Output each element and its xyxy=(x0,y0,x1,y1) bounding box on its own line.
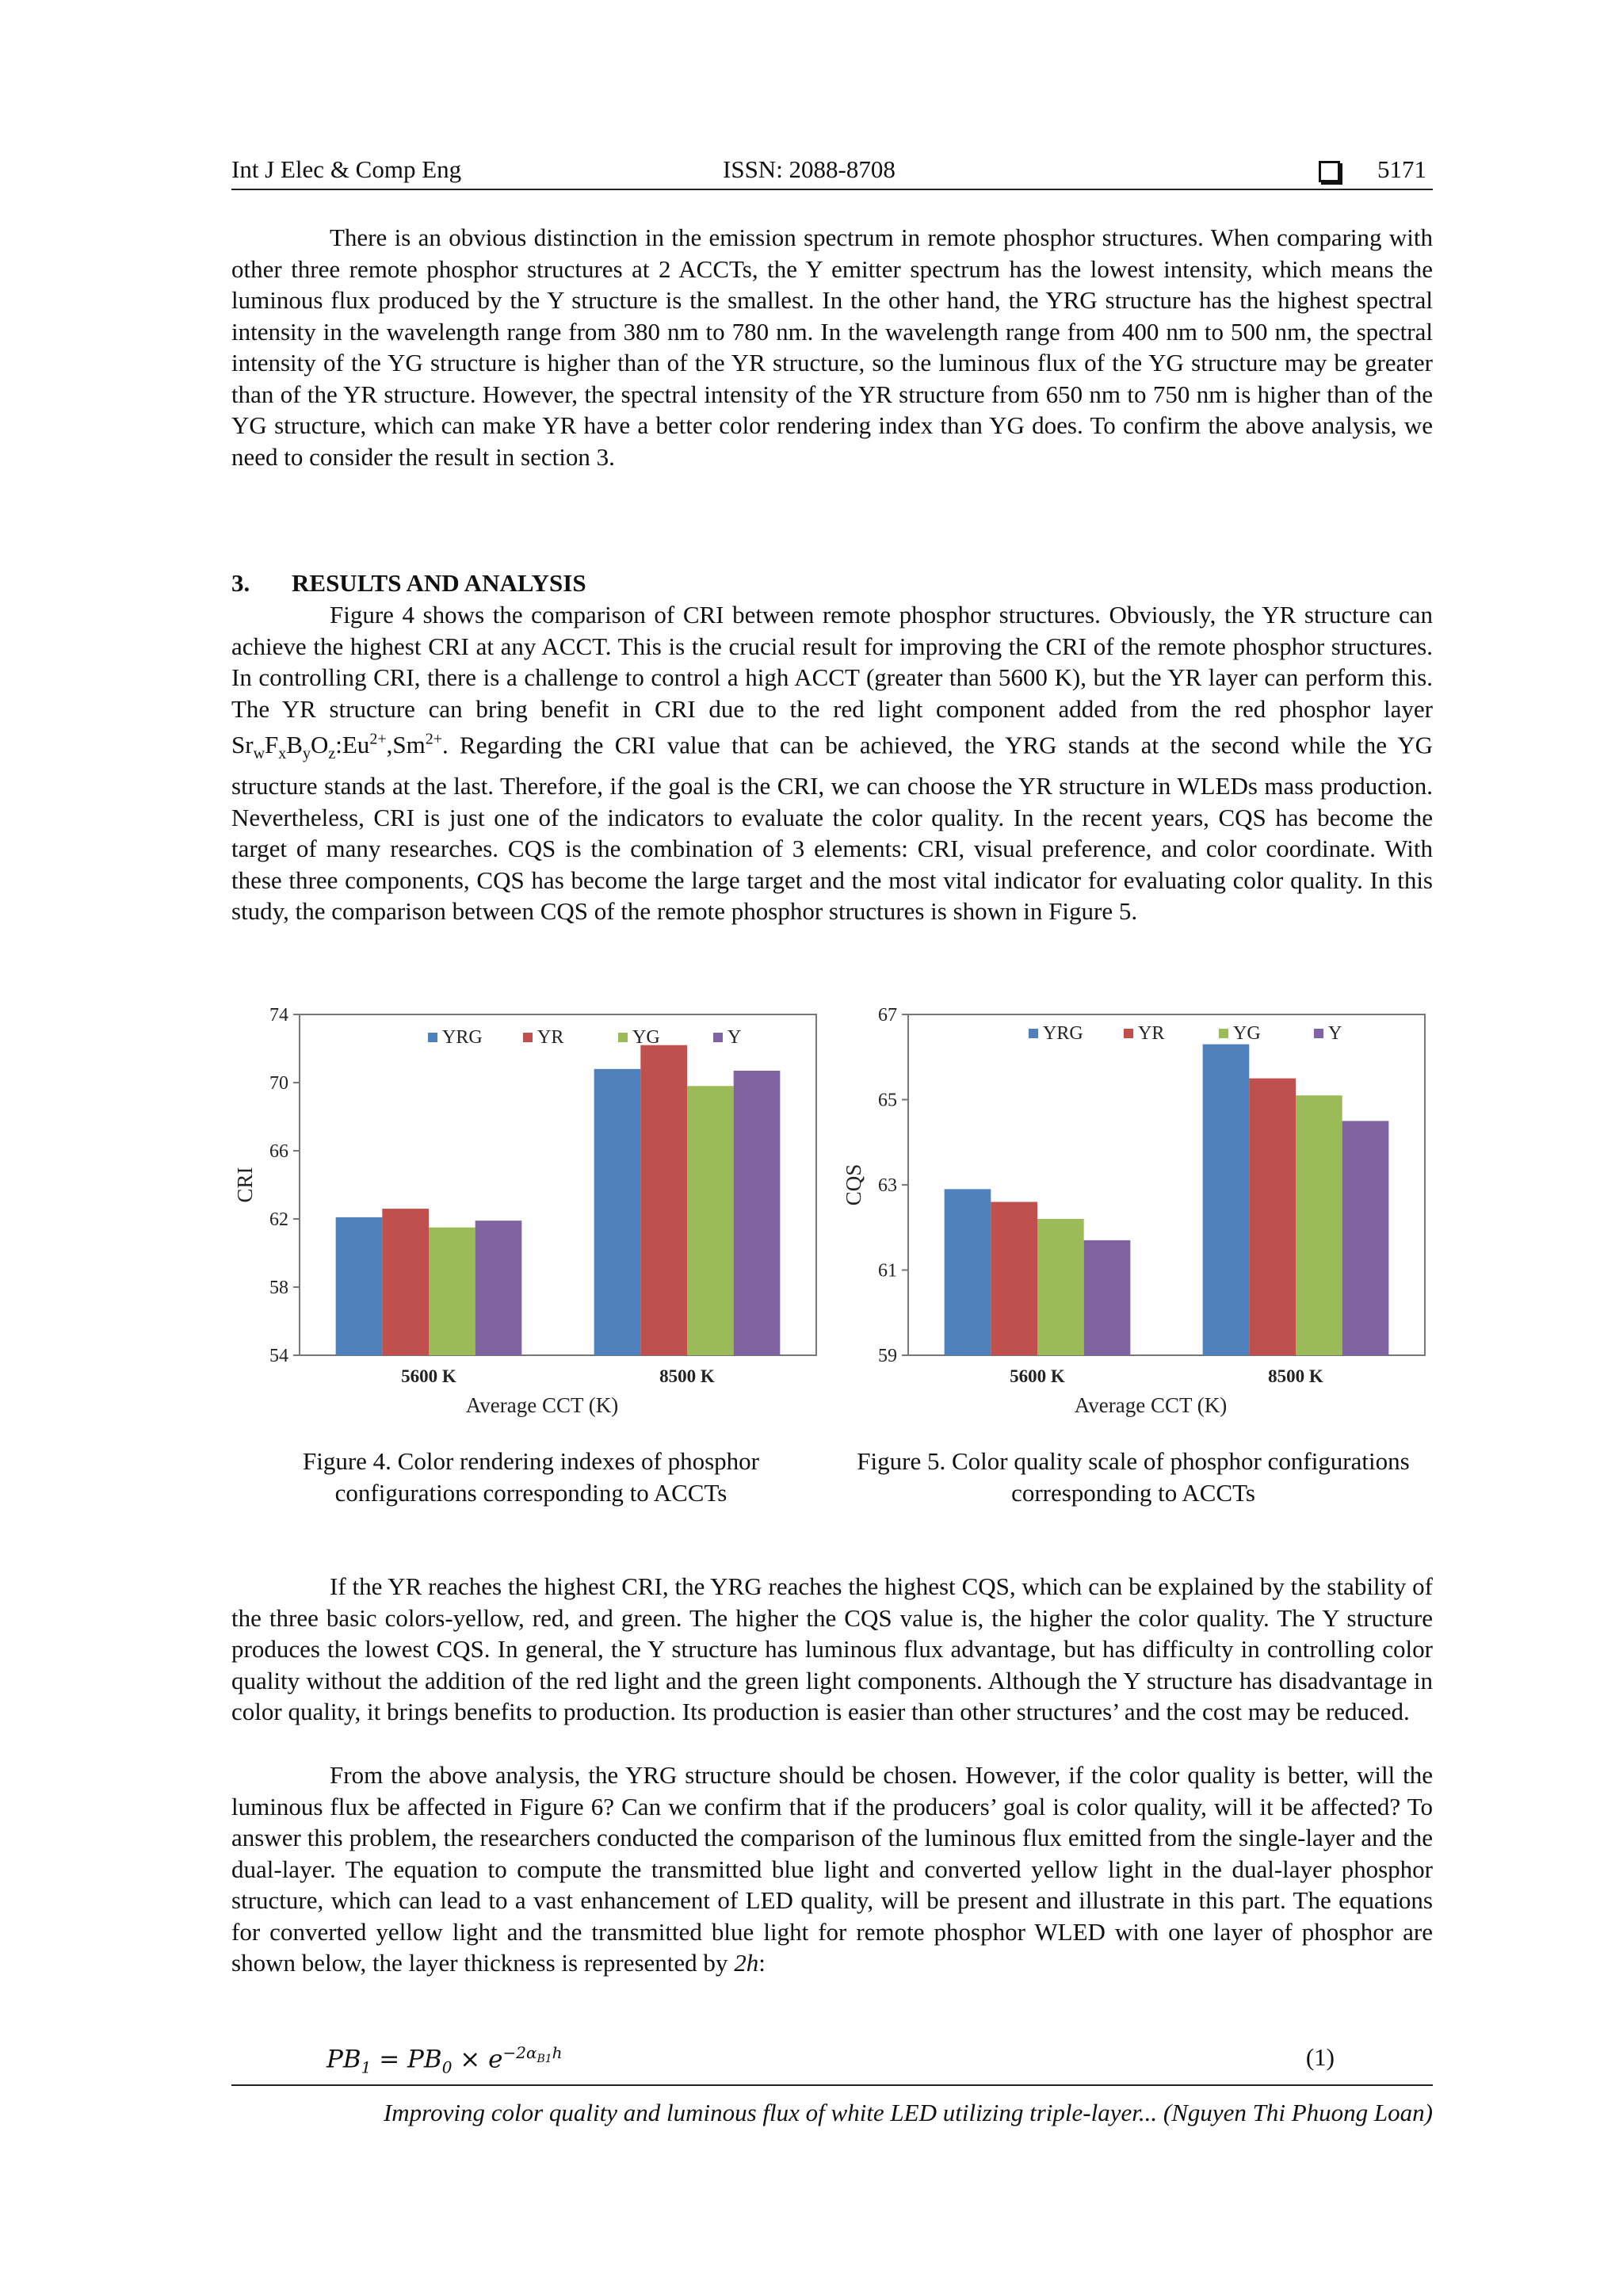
legend-label-yg: YG xyxy=(1233,1023,1261,1044)
bar-yg-1 xyxy=(1296,1095,1342,1355)
legend-swatch-yr xyxy=(1124,1029,1133,1038)
paragraph-4 xyxy=(231,1759,1433,1979)
bar-yr-0 xyxy=(382,1209,429,1355)
figure-4-caption: Figure 4. Color rendering indexes of phosphor configurations corresponding to ACCTs xyxy=(303,1447,759,1507)
phosphor-formula: $Sr_wF_xB_yO_z:Eu^{2+},Sm^{2+}$ xyxy=(231,731,442,763)
section-number: 3. xyxy=(231,569,250,597)
legend-swatch-yr xyxy=(523,1033,533,1042)
x-axis-label: Average CCT (K) xyxy=(465,1393,619,1417)
y-tick-label: 65 xyxy=(878,1090,897,1111)
section-heading xyxy=(231,569,586,598)
bar-yg-0 xyxy=(429,1228,475,1355)
bar-yg-1 xyxy=(687,1086,734,1355)
legend-swatch-yg xyxy=(1219,1029,1228,1038)
legend-label-yr: YR xyxy=(1138,1023,1165,1044)
paragraph-2 xyxy=(231,599,1433,927)
legend-label-yg: YG xyxy=(632,1027,660,1048)
footer-rule xyxy=(231,2084,1433,2086)
footer-text: Improving color quality and luminous flux of white LED utilizing triple-layer... (Nguyen Thi Phuong Loan) xyxy=(383,2099,1433,2126)
paragraph-4-part-b: : xyxy=(758,1949,766,1977)
legend-swatch-y xyxy=(713,1033,723,1042)
journal-name: Int J Elec & Comp Eng xyxy=(231,155,462,183)
equation-number: (1) xyxy=(1305,2043,1335,2071)
paragraph-3: If the YR reaches the highest CRI, the YRG reaches the highest CQS, which can be explained by the stability of the three basic colors-yellow, red, and green. The higher the CQS value is, the higher the color quality. The Y structure produces the lowest CQS. In general, the Y structure has luminous flux advantage, but has difficulty in controlling color quality without the addition of the red light and the green light components. Although the Y structure has disadvantage in color quality, it brings benefits to production. Its production is easier than other structures’ and the cost may be reduced. xyxy=(231,1572,1433,1725)
y-tick-label: 74 xyxy=(269,1005,288,1026)
legend-swatch-yrg xyxy=(428,1033,437,1042)
header-rule xyxy=(231,189,1433,190)
legend-label-yrg: YRG xyxy=(442,1027,483,1048)
x-tick-label: 5600 K xyxy=(1010,1366,1065,1386)
bar-yr-1 xyxy=(1249,1079,1296,1355)
y-tick-label: 61 xyxy=(878,1260,897,1282)
y-axis-label: CRI xyxy=(233,1167,257,1203)
bar-yg-0 xyxy=(1037,1219,1084,1355)
section-title: RESULTS AND ANALYSIS xyxy=(292,569,586,597)
thickness-variable: 2h xyxy=(734,1949,759,1977)
y-tick-label: 70 xyxy=(269,1073,288,1094)
y-tick-label: 59 xyxy=(878,1346,897,1366)
legend-label-yrg: YRG xyxy=(1043,1023,1083,1044)
legend-label-y: Y xyxy=(1328,1023,1342,1044)
bar-yrg-1 xyxy=(1203,1045,1250,1355)
bar-y-0 xyxy=(1084,1240,1131,1355)
paragraph-2-part-b: . Regarding the CRI value that can be achieved, the YRG stands at the second while the YG structure stands at the last. Therefore, if the goal is the CRI, we can choose the YR structure in WLEDs mass production. Nevertheless, CRI is just one of the indicators to evaluate the color quality. In the recent years, CQS has become the target of many researches. CQS is the combination of 3 elements: CRI, visual preference, and color coordinate. With these three components, CQS has become the large target and the most vital indicator for evaluating color quality. In this study, the comparison between CQS of the remote phosphor structures is shown in Figure 5. xyxy=(231,731,1433,926)
paragraph-2-part-a: Figure 4 shows the comparison of CRI between remote phosphor structures. Obviously, the YR structure can achieve the highest CRI at any ACCT. This is the crucial result for improving the CRI of the remote phosphor structures. In controlling CRI, there is a challenge to control a high ACCT (greater than 5600 K), but the YR layer can perform this. The YR structure can bring benefit in CRI due to the red light component added from the red phosphor layer xyxy=(231,601,1433,723)
bar-y-1 xyxy=(1342,1121,1389,1355)
x-tick-label: 8500 K xyxy=(659,1366,715,1386)
y-tick-label: 63 xyxy=(878,1175,897,1196)
x-tick-label: 8500 K xyxy=(1268,1366,1323,1386)
legend-swatch-y xyxy=(1314,1029,1323,1038)
page-number: 5171 xyxy=(1377,155,1426,183)
bar-yr-0 xyxy=(991,1202,1037,1356)
y-axis-label: CQS xyxy=(842,1163,865,1206)
x-axis-label: Average CCT (K) xyxy=(1074,1393,1228,1417)
y-tick-label: 62 xyxy=(269,1209,288,1230)
figure-5-cqs-chart xyxy=(838,1000,1441,1428)
legend-label-yr: YR xyxy=(537,1027,564,1048)
legend-swatch-yg xyxy=(618,1033,628,1042)
bar-y-1 xyxy=(734,1071,781,1355)
issn: ISSN: 2088-8708 xyxy=(723,155,896,183)
bar-yrg-1 xyxy=(594,1069,641,1355)
paragraph-4-part-a: From the above analysis, the YRG structure should be chosen. However, if the color quality is better, will the luminous flux be affected in Figure 6? Can we confirm that if the producers’ goal is color quality, will it be affected? To answer this problem, the researchers conducted the comparison of the luminous flux emitted from the single-layer and the dual-layer. The equation to compute the transmitted blue light and converted yellow light in the dual-layer phosphor structure, which can lead to a vast enhancement of LED quality, will be present and illustrate in this part. The equations for converted yellow light and the transmitted blue light for remote phosphor WLED with one layer of phosphor are shown below, the layer thickness is represented by xyxy=(231,1761,1433,1977)
bar-y-0 xyxy=(475,1221,522,1355)
y-tick-label: 58 xyxy=(269,1278,288,1298)
x-tick-label: 5600 K xyxy=(401,1366,456,1386)
y-tick-label: 54 xyxy=(269,1346,288,1366)
bar-yr-1 xyxy=(640,1045,687,1355)
figure-4-cri-chart xyxy=(230,1000,832,1428)
legend-swatch-yrg xyxy=(1029,1029,1038,1038)
paragraph-1: There is an obvious distinction in the emission spectrum in remote phosphor structures. When comparing with other three remote phosphor structures at 2 ACCTs, the Y emitter spectrum has the lowest intensity, which means the luminous flux produced by the Y structure is the smallest. In the other hand, the YRG structure has the highest spectral intensity in the wavelength range from 380 nm to 780 nm. In the wavelength range from 400 nm to 500 nm, the spectral intensity of the YG structure is higher than of the YR structure, so the luminous flux of the YG structure may be greater than of the YR structure. However, the spectral intensity of the YR structure from 650 nm to 750 nm is higher than of the YG structure, which can make YR have a better color rendering index than YG does. To confirm the above analysis, we need to consider the result in section 3. xyxy=(231,223,1433,471)
bar-yrg-0 xyxy=(945,1189,991,1355)
y-tick-label: 67 xyxy=(878,1005,897,1026)
legend-label-y: Y xyxy=(727,1027,742,1048)
bar-yrg-0 xyxy=(336,1217,383,1355)
y-tick-label: 66 xyxy=(269,1141,288,1162)
figure-5-caption: Figure 5. Color quality scale of phosphor configurations corresponding to ACCTs xyxy=(857,1447,1410,1507)
checkbox-icon xyxy=(1319,155,1340,184)
equation-1: $PB_1 = PB_0 \times e^{-2\alpha_{B1}h}$ xyxy=(327,2043,563,2077)
